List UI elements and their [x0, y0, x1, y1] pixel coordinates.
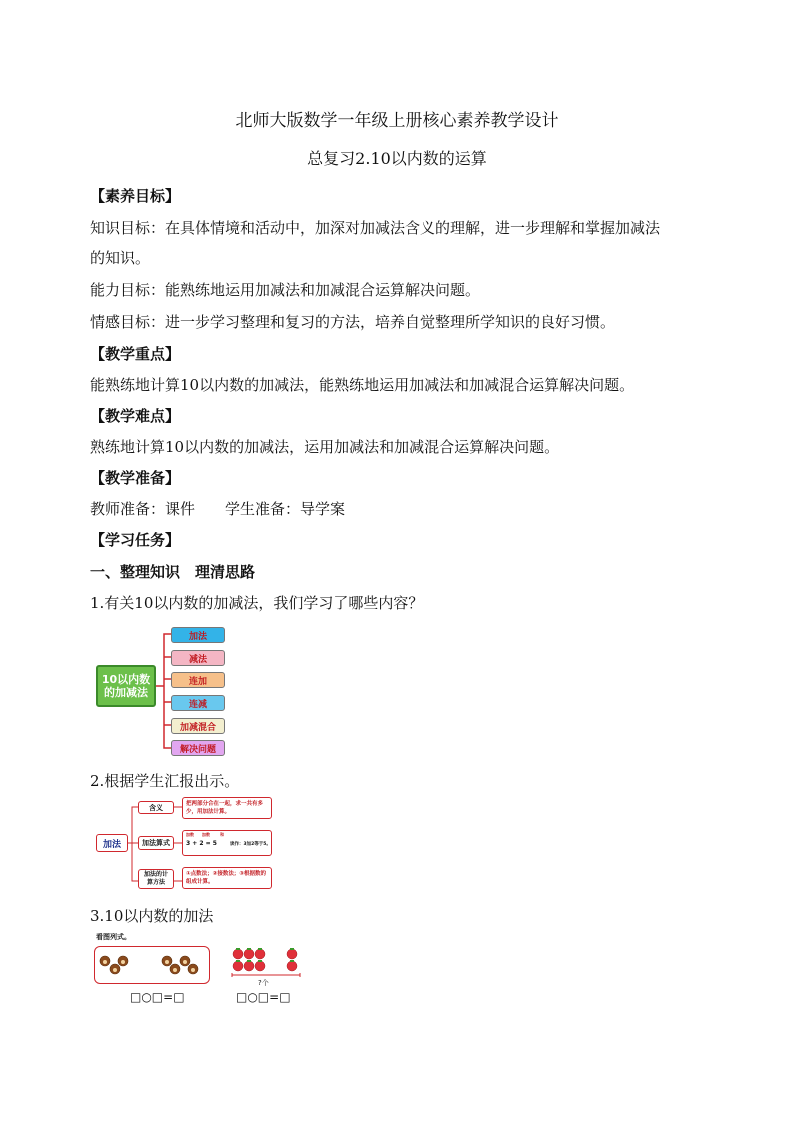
strawberry-icons: [230, 944, 310, 984]
question-3: 3.10以内数的加法: [90, 907, 214, 925]
question-1: 1.有关10以内数的加减法，我们学习了哪些内容？: [90, 594, 424, 612]
mindmap-item: 解决问题: [171, 740, 225, 756]
document-title: 北师大版数学一年级上册核心素养教学设计: [235, 111, 559, 131]
picture-prompt: 看图列式。: [96, 933, 131, 941]
section-task: 【学习任务】: [90, 531, 181, 549]
bear-icons: [95, 947, 211, 985]
formula-box: 加数 加数 和 3 + 2 = 5 读作：3加2等于5。: [182, 830, 272, 856]
mindmap-diagram: [96, 624, 236, 758]
goal-ability: 能力目标：能熟练地运用加减法和加减混合运算解决问题。: [90, 281, 481, 299]
equation-right: □○□=□: [236, 990, 291, 1004]
mindmap-item: 减法: [171, 650, 225, 666]
prep-text: 教师准备：课件 学生准备：导学案: [90, 500, 346, 518]
question-2: 2.根据学生汇报出示。: [90, 772, 240, 790]
key-text: 能熟练地计算10以内数的加减法，能熟练地运用加减法和加减混合运算解决问题。: [90, 376, 635, 394]
task-heading: 一、整理知识 理清思路: [90, 563, 256, 581]
branch-method: 加法的计算方法: [138, 869, 174, 889]
mindmap-item: 加法: [171, 627, 225, 643]
lesson-title: 总复习2.10以内数的运算: [307, 149, 487, 168]
branch-meaning: 含义: [138, 801, 174, 814]
section-prep: 【教学准备】: [90, 469, 181, 487]
question-mark-label: ?个: [258, 979, 269, 987]
goal-knowledge: 知识目标：在具体情境和活动中，加深对加减法含义的理解，进一步理解和掌握加减法: [90, 219, 661, 237]
section-difficult: 【教学难点】: [90, 407, 181, 425]
mindmap-item: 加减混合: [171, 718, 225, 734]
addition-root: 加法: [96, 834, 128, 852]
goal-emotion: 情感目标：进一步学习整理和复习的方法，培养自觉整理所学知识的良好习惯。: [90, 313, 616, 331]
bear-frame: [94, 946, 210, 984]
goal-knowledge-cont: 的知识。: [90, 249, 151, 267]
equation-left: □○□=□: [130, 990, 185, 1004]
meaning-box: 把两部分合在一起，求一共有多少，用加法计算。: [182, 797, 272, 819]
section-key: 【教学重点】: [90, 345, 181, 363]
mindmap-bracket: [96, 624, 236, 758]
method-box: ①点数法；②接数法；③根据数的组成计算。: [182, 867, 272, 889]
mindmap-item: 连加: [171, 672, 225, 688]
mindmap-item: 连减: [171, 695, 225, 711]
mindmap-center: 10以内数的加减法: [96, 665, 156, 707]
section-goals: 【素养目标】: [90, 187, 181, 205]
branch-formula: 加法算式: [138, 836, 174, 850]
picture-exercise: [94, 932, 314, 1008]
difficult-text: 熟练地计算10以内数的加减法，运用加减法和加减混合运算解决问题。: [90, 438, 560, 456]
addition-diagram: [96, 797, 276, 889]
